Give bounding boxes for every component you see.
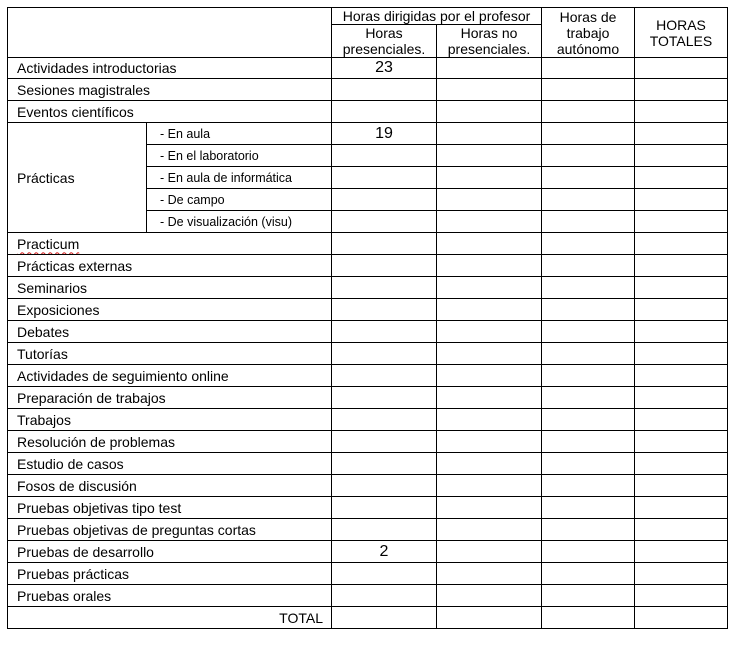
total-row	[8, 607, 728, 629]
row-label: Debates	[8, 321, 332, 343]
table-row	[8, 255, 728, 277]
table-row	[8, 123, 728, 145]
row-label: Seminarios	[8, 277, 332, 299]
practicas-sub-label: - En aula de informática	[147, 167, 332, 189]
row-label: Pruebas objetivas de preguntas cortas	[8, 519, 332, 541]
row-label: Sesiones magistrales	[8, 79, 332, 101]
practicas-sub-label: - En aula	[147, 123, 332, 145]
row-label: Tutorías	[8, 343, 332, 365]
table-row	[8, 541, 728, 563]
table-row	[8, 409, 728, 431]
header-group-teacher-hours: Horas dirigidas por el profesor	[332, 8, 542, 25]
table-row	[8, 58, 728, 79]
table-row	[8, 453, 728, 475]
table-row	[8, 321, 728, 343]
table-row	[8, 387, 728, 409]
row-label: Fosos de discusión	[8, 475, 332, 497]
header-corner-cell	[8, 8, 332, 58]
table-row	[8, 475, 728, 497]
row-label: Practicum	[17, 235, 80, 252]
row-label: Resolución de problemas	[8, 431, 332, 453]
row-label: Prácticas externas	[8, 255, 332, 277]
table-row	[8, 233, 728, 255]
table-row	[8, 519, 728, 541]
table-row	[8, 277, 728, 299]
row-label: Actividades introductorias	[8, 58, 332, 79]
row-label: Exposiciones	[8, 299, 332, 321]
row-label: Pruebas orales	[8, 585, 332, 607]
table-row	[8, 585, 728, 607]
table-row	[8, 563, 728, 585]
table-row	[8, 79, 728, 101]
row-label: Pruebas objetivas tipo test	[8, 497, 332, 519]
header-non-presential-hours: Horas no presenciales.	[437, 25, 542, 58]
header-total-hours: HORAS TOTALES	[635, 8, 728, 58]
table-row	[8, 497, 728, 519]
header-presential-hours: Horas presenciales.	[332, 25, 437, 58]
table-row	[8, 365, 728, 387]
header-autonomous-hours: Horas de trabajo autónomo	[542, 8, 635, 58]
presential-hours-value: 19	[332, 123, 437, 145]
practicas-sub-label: - De visualización (visu)	[147, 211, 332, 233]
practicas-group-label: Prácticas	[8, 123, 147, 233]
row-label: Estudio de casos	[8, 453, 332, 475]
presential-hours-value: 23	[332, 58, 437, 79]
practicas-sub-label: - De campo	[147, 189, 332, 211]
row-label: Actividades de seguimiento online	[8, 365, 332, 387]
table-row	[8, 101, 728, 123]
total-label: TOTAL	[8, 607, 332, 629]
row-label: Trabajos	[8, 409, 332, 431]
table-row	[8, 343, 728, 365]
row-label: Eventos científicos	[8, 101, 332, 123]
row-label: Pruebas prácticas	[8, 563, 332, 585]
practicas-sub-label: - En el laboratorio	[147, 145, 332, 167]
row-label: Preparación de trabajos	[8, 387, 332, 409]
presential-hours-value: 2	[332, 541, 437, 563]
table-row	[8, 431, 728, 453]
hours-table	[7, 7, 728, 629]
row-label: Pruebas de desarrollo	[8, 541, 332, 563]
table-row	[8, 299, 728, 321]
